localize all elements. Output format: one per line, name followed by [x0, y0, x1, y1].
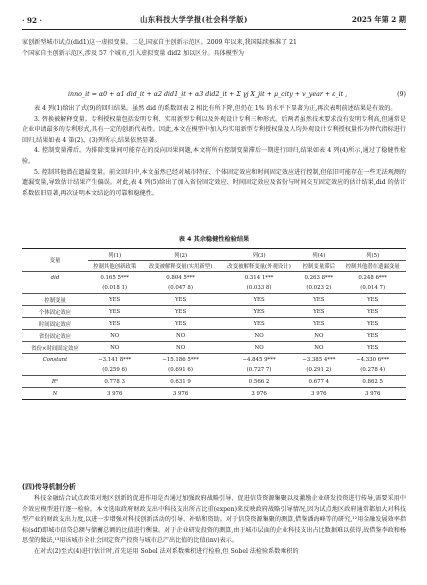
table-cell: YES: [88, 318, 141, 330]
table-row: [22, 330, 406, 342]
table-cell-se: (0.014 7): [360, 285, 386, 291]
row-label: did: [50, 274, 60, 281]
table-cell: YES: [339, 330, 406, 342]
equation-number: (9): [397, 91, 406, 98]
table-cell: YES: [88, 294, 141, 306]
table-cell: 0.677 4: [298, 376, 339, 388]
table-cell: YES: [298, 294, 339, 306]
mechanism-text: [22, 494, 406, 558]
journal-title: 山东科技大学学报(社会科学版): [140, 15, 248, 24]
table-cell-se: (0.259 6): [102, 367, 128, 373]
column-description: 控制变量滞后: [298, 261, 339, 272]
table-cell: NO: [220, 342, 299, 354]
paragraph: 表 4 列(1)给出了式(9)的回归结果。虽然 did 的系数回表 2 相比有所下降,但仍在 1% 的水平下显著为正,再次表明前述结果是有效的。: [34, 105, 397, 112]
table-row: [22, 354, 406, 366]
row-label: 时间固定效应: [22, 318, 88, 330]
column-number: 列(5): [339, 249, 406, 261]
table-cell-se: (0.727 7): [246, 367, 272, 373]
table-cell: NO: [141, 342, 220, 354]
paragraph: 3. 替换被解释变量。专利授权量包括发明专利、实用新型专利以及外观设计专利三种形式。后两者虽然技术要求没有发明专利高,但通常是企业申请最多的专利形式,具有一定的创新代表性。因此,本文在模型中加入均实用新型专利授权量及人均外观设计专利授权量作为替代指标进行回归,结果如表 4 第(2)、(3)列所示,结果依然显著。: [22, 115, 406, 144]
table-cell: NO: [220, 330, 299, 342]
issue-label: 2025 年第 2 期: [351, 15, 406, 24]
table-cell: 0.248 6***: [358, 274, 387, 281]
table-cell: −3.141 8***: [88, 354, 141, 366]
variable-header: 变量: [22, 249, 88, 272]
column-number: 列(3): [220, 249, 299, 261]
paragraph: 4. 控制变量滞后。为排除变量间可能存在的反向因果问题,本文将所有控制变量滞后一期进行回归,结果如表 4 列(4)所示,通过了稳健性检验。: [22, 147, 406, 165]
table-cell: YES: [298, 318, 339, 330]
column-description: 改变被解释变量(实用新型): [141, 261, 220, 272]
table-cell: YES: [339, 306, 406, 318]
table-cell: 0.165 5***: [100, 274, 129, 281]
table-row: [22, 342, 406, 354]
table-cell-se: (0.278 4): [360, 367, 386, 373]
table-cell: 3 976: [141, 388, 220, 400]
table-row: [22, 272, 406, 284]
running-header: [22, 14, 406, 26]
table-cell-se: (0.033 8): [246, 285, 272, 291]
equation-formula: inno_it = α0 + α1 did_it + α2 did1_it + α3 did2_it + Σ γj X_jit + μ_city + v_year + ε_it ,: [68, 91, 348, 98]
row-label: 省份固定效应: [22, 330, 88, 342]
table-cell-se: (0.023 2): [306, 285, 332, 291]
table-cell: 0.566 2: [220, 376, 299, 388]
equation-9: [22, 88, 406, 101]
row-label: 个体固定效应: [22, 306, 88, 318]
table-row: [22, 388, 406, 400]
row-label: Constant: [22, 354, 88, 366]
table-row: [22, 306, 406, 318]
column-description: 控制其他潜在遗漏变量: [339, 261, 406, 272]
table-cell: NO: [141, 330, 220, 342]
row-label: R²: [22, 376, 88, 388]
table-header-row: [22, 249, 406, 261]
table-cell: 0.263 8***: [304, 274, 334, 281]
table-cell-se: (0.291 2): [306, 367, 332, 373]
column-number: 列(1): [88, 249, 141, 261]
column-description: 改变被解释变量(外观设计): [220, 261, 299, 272]
row-label: 省份×时间固定效应: [22, 342, 88, 354]
intro-line-2: 个国家自主创新示范区,涉及 57 个城市,引入虚拟变量 did2 加以区分。具体模型为: [22, 49, 244, 57]
table-cell: YES: [339, 294, 406, 306]
table-cell: NO: [88, 342, 141, 354]
table-cell: 3 976: [220, 388, 299, 400]
table-row-se: [22, 283, 406, 294]
table-row: [22, 294, 406, 306]
intro-line-1: 家创新型城市试点(did1)这一虚拟变量。二是,国家自主创新示范区。2009 年以来,我国陆续推准了 21: [22, 39, 297, 46]
table-cell: YES: [141, 294, 220, 306]
table-row: [22, 376, 406, 388]
table-cell: 0.314 1***: [244, 274, 274, 281]
row-label: 控制变量: [22, 294, 88, 306]
table-cell: YES: [141, 318, 220, 330]
table-cell-se: (0.691 6): [168, 367, 193, 373]
table-cell: −4.330 6***: [339, 354, 406, 366]
table-cell: 3 976: [88, 388, 141, 400]
intro-text: [22, 38, 406, 59]
table-row-se: [22, 365, 406, 376]
section-heading: (四)传导机制分析: [22, 483, 76, 491]
column-number: 列(2): [141, 249, 220, 261]
table-cell: −3.385 4***: [298, 354, 339, 366]
table-cell: YES: [220, 306, 299, 318]
table-cell: 0.862 5: [339, 376, 406, 388]
table-cell: −15.186 5***: [141, 354, 220, 366]
table-cell: −4.845 9***: [220, 354, 299, 366]
table-row: [22, 318, 406, 330]
table-cell: 3 976: [298, 388, 339, 400]
paragraph: 5. 控制其他潜在遗漏变量。前文回归中,本文虽然已经对城市特征、个体固定效应和时间固定效应进行控制,但依旧可能存在一些无法观测的遗漏变量,导致估计结果产生偏误。对此,表 4 列(5)给出了加入省份固定效应、时间固定效应及省份与时间交互固定效应的估计结果,did 的估计系数依旧显著,再次证明本文结论的可靠和稳健性。: [22, 168, 406, 197]
header-rule: [22, 29, 406, 30]
table-cell: 0.778 3: [88, 376, 141, 388]
robustness-text: [22, 104, 406, 199]
table-cell: YES: [88, 306, 141, 318]
table-cell: 0.631 9: [141, 376, 220, 388]
table-cell-se: (0.018 1): [102, 285, 128, 291]
table-cell: 3 976: [339, 388, 406, 400]
paragraph: 科技金融结合试点政策对地区创新的促进作用是否通过加强政府战略引导、促进信贷资源集聚以及激励企业研发投资进行传导,需要采用中介效应模型进行逐一检验。本文选取政府财政支出中科技支出所占比重(expen)来反映政府战略引导情况,因为试点地区政府通常都加大对科技型产业的财政支出力度,以进一步增强对科技创新活动的引导、补贴和资助。对于信贷资源集聚的测算,借鉴潘海峰等的研究,¹²用金融发展效率指标(sdf)即城市信贷总额与储蓄总额的比值进行衡量。对于企业研发投资的测算,由于城市层面的企业科技支出占比数据难以获得,故借鉴李政和杨思莹的做法,¹³用该城市全社会固定资产投资与城市总产出比值的比值(inv)表示。: [22, 495, 406, 545]
table-cell: NO: [88, 330, 141, 342]
table-cell: YES: [339, 318, 406, 330]
robustness-table: [22, 248, 406, 400]
table-cell: YES: [220, 294, 299, 306]
table-cell: 0.804 5***: [166, 274, 195, 281]
page-number: · 92 ·: [22, 15, 43, 25]
table-cell: YES: [298, 306, 339, 318]
table-cell-se: (0.047 8): [168, 285, 193, 291]
paragraph: 在对式(2)至式(4)进行估计时,首先运用 Sobel 法对系数乘积进行检验,但 Sobel 法检验系数乘积的: [34, 547, 299, 555]
table-cell: YES: [220, 318, 299, 330]
table-cell: YES: [141, 306, 220, 318]
table-cell: NO: [298, 342, 339, 354]
column-number: 列(4): [298, 249, 339, 261]
table-cell: YES: [339, 342, 406, 354]
table-cell: NO: [298, 330, 339, 342]
row-label: N: [22, 388, 88, 400]
column-description: 控制其他创新政策: [88, 261, 141, 272]
table-title: 表 4 其余稳健性检验结果: [178, 236, 250, 243]
